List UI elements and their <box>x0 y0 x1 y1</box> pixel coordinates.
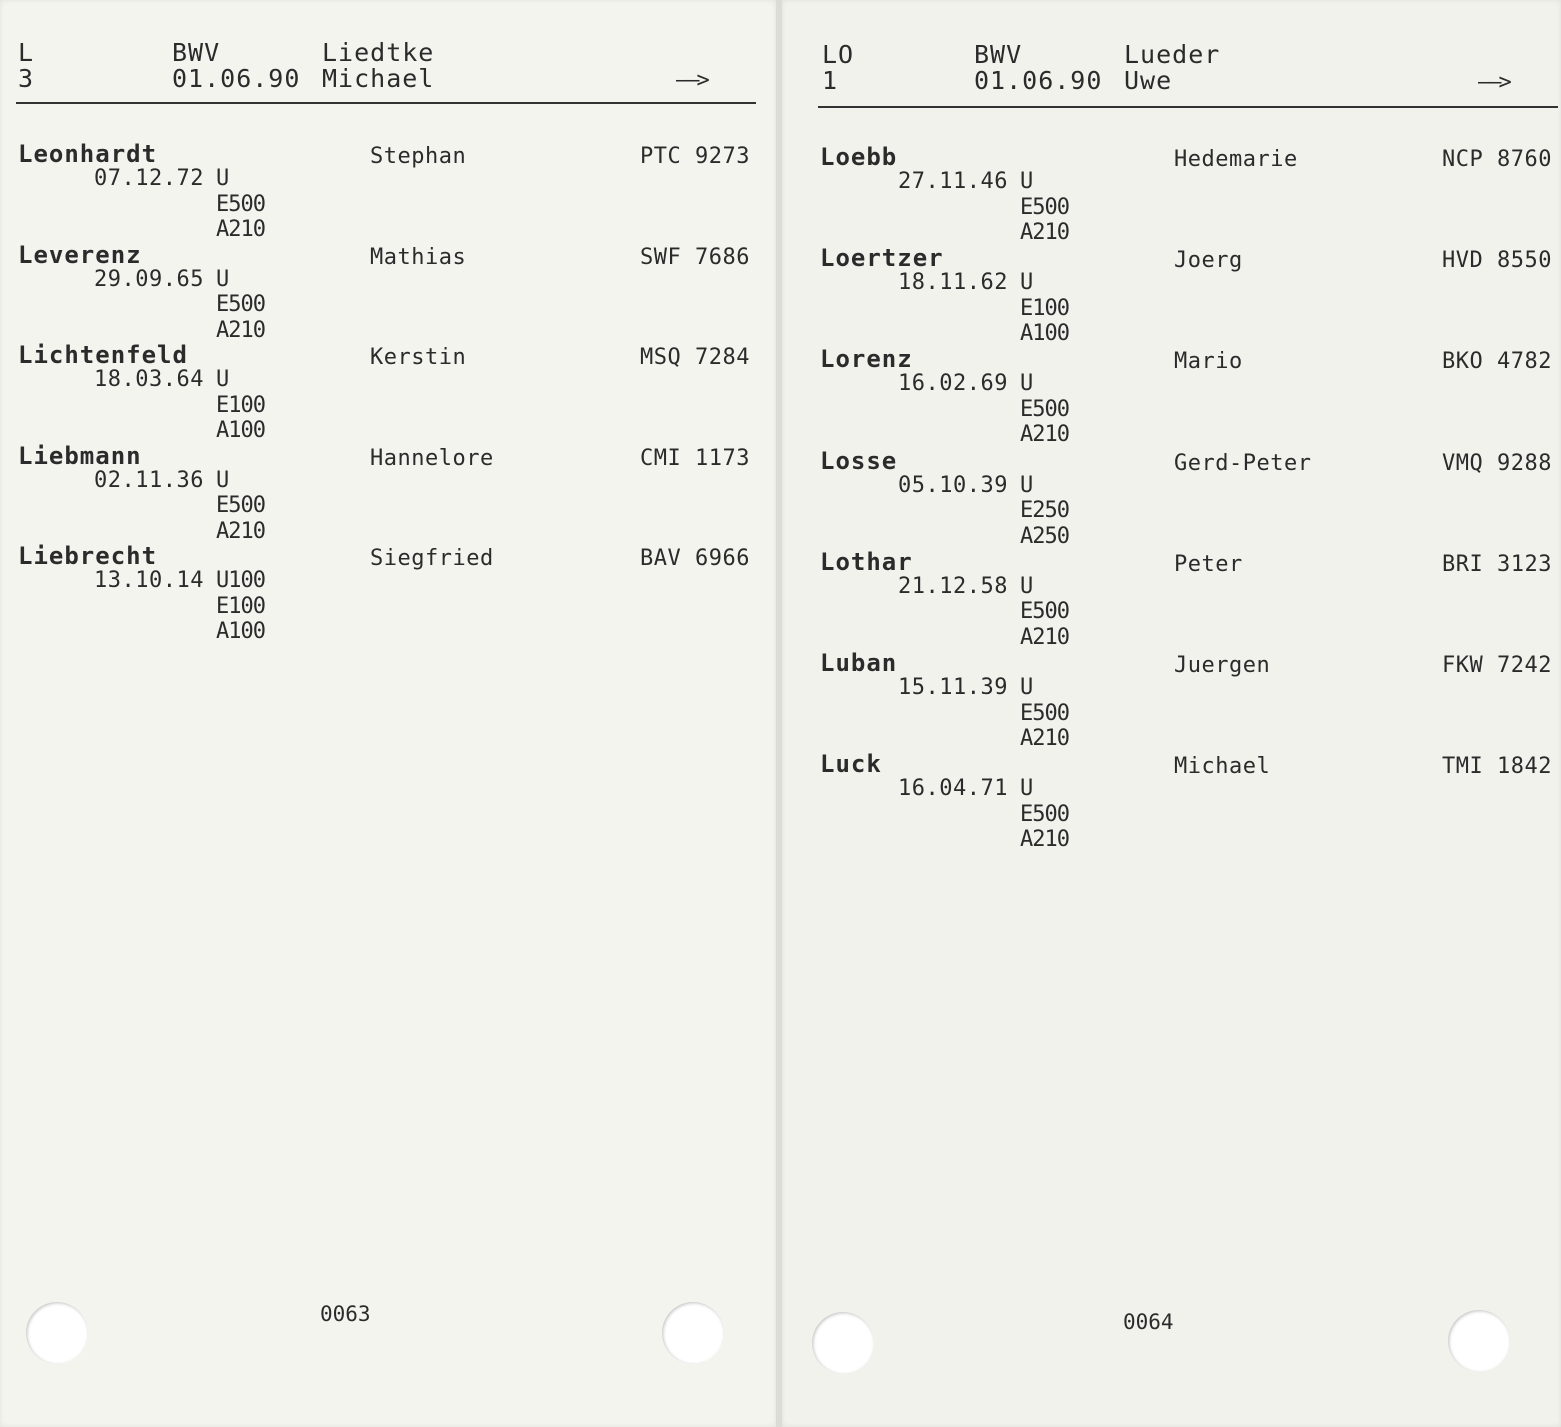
entry-surname: Lorenz <box>820 345 913 374</box>
list-item <box>820 750 1561 852</box>
entry-code: A210 <box>216 217 265 242</box>
entry-birthdate: 16.02.69 <box>898 371 1008 397</box>
entry-birthdate: 18.11.62 <box>898 270 1008 296</box>
header-divider <box>16 102 756 104</box>
entry-birthdate: 29.09.65 <box>94 266 204 292</box>
entry-firstname: Peter <box>1174 551 1243 577</box>
entry-firstname: Gerd-Peter <box>1174 450 1312 476</box>
entry-birthdate: 27.11.46 <box>898 169 1008 194</box>
entry-identifier: TMI 1842 <box>1442 754 1552 780</box>
list-item <box>820 244 1561 346</box>
entry-firstname: Hedemarie <box>1174 147 1298 172</box>
entry-code: E100 <box>216 392 265 418</box>
entry-firstname: Siegfried <box>370 546 494 571</box>
list-item <box>820 143 1561 245</box>
entry-identifier: BKO 4782 <box>1442 349 1552 375</box>
entry-birthdate: 16.04.71 <box>898 776 1008 802</box>
entry-birthdate: 15.11.39 <box>898 675 1008 700</box>
entry-identifier: VMQ 9288 <box>1442 450 1552 476</box>
continue-arrow: ——> <box>1478 70 1509 95</box>
entry-firstname: Stephan <box>370 144 467 169</box>
entry-code: A100 <box>1020 321 1069 347</box>
entry-surname: Losse <box>820 446 898 475</box>
entry-identifier: FKW 7242 <box>1442 653 1552 678</box>
index-card-left <box>0 0 776 1427</box>
entry-identifier: SWF 7686 <box>640 244 750 270</box>
page-number: 0063 <box>320 1302 371 1326</box>
list-item <box>18 442 778 544</box>
entry-identifier: BRI 3123 <box>1442 551 1552 577</box>
header-surname: Lueder <box>1124 40 1221 69</box>
entry-birthdate: 02.11.36 <box>94 467 204 493</box>
entry-firstname: Joerg <box>1174 248 1243 274</box>
entry-code: U <box>1020 169 1033 194</box>
entry-code: U <box>1020 270 1033 296</box>
entry-identifier: BAV 6966 <box>640 546 750 571</box>
entry-code: U <box>1020 675 1033 700</box>
entry-code: U <box>216 266 229 292</box>
entry-code: A210 <box>1020 220 1069 245</box>
entry-identifier: PTC 9273 <box>640 144 750 169</box>
entry-birthdate: 21.12.58 <box>898 573 1008 599</box>
entry-code: U <box>216 166 229 191</box>
entry-identifier: HVD 8550 <box>1442 248 1552 274</box>
entry-identifier: NCP 8760 <box>1442 147 1552 172</box>
header-code-number: 3 <box>18 64 35 93</box>
entry-firstname: Hannelore <box>370 445 494 471</box>
punch-hole <box>812 1312 874 1374</box>
entry-code: E100 <box>216 593 265 619</box>
entry-identifier: MSQ 7284 <box>640 345 750 370</box>
entry-code: U <box>1020 776 1033 802</box>
entry-code: A100 <box>216 418 265 443</box>
list-item <box>820 447 1561 549</box>
entry-birthdate: 18.03.64 <box>94 367 204 392</box>
header-code-letter: L <box>18 38 35 67</box>
entry-surname: Luck <box>820 750 882 779</box>
entry-code: A210 <box>216 518 265 544</box>
entry-code: U <box>216 367 229 392</box>
entry-code: U <box>1020 371 1033 397</box>
list-item <box>820 649 1561 751</box>
entry-code: U <box>1020 472 1033 498</box>
header-divider <box>818 106 1558 108</box>
entry-code: A210 <box>1020 726 1069 751</box>
header-surname: Liedtke <box>322 38 435 67</box>
entry-surname: Lichtenfeld <box>18 341 188 369</box>
entry-surname: Leverenz <box>18 240 142 269</box>
entry-code: A210 <box>1020 422 1069 448</box>
entry-firstname: Juergen <box>1174 653 1271 678</box>
list-item <box>18 542 778 644</box>
header-date: 01.06.90 <box>974 66 1103 95</box>
entry-code: E250 <box>1020 498 1069 524</box>
entry-surname: Loertzer <box>820 244 944 273</box>
index-card-right <box>782 0 1561 1427</box>
list-item <box>18 140 778 242</box>
entry-surname: Liebrecht <box>18 542 158 570</box>
list-item <box>820 548 1561 650</box>
page-number: 0064 <box>1123 1310 1174 1334</box>
entry-birthdate: 07.12.72 <box>94 166 204 191</box>
entry-code: E500 <box>1020 599 1069 625</box>
entry-surname: Lothar <box>820 547 913 576</box>
entry-birthdate: 05.10.39 <box>898 472 1008 498</box>
entry-birthdate: 13.10.14 <box>94 568 204 593</box>
entry-code: U <box>216 467 229 493</box>
entry-surname: Loebb <box>820 143 898 171</box>
continue-arrow: ——> <box>676 68 707 93</box>
entry-code: A210 <box>1020 624 1069 650</box>
header-date: 01.06.90 <box>172 64 301 93</box>
entry-code: E100 <box>1020 295 1069 321</box>
entry-code: E500 <box>1020 194 1069 220</box>
entry-firstname: Mathias <box>370 244 467 270</box>
entry-code: E500 <box>216 292 265 317</box>
entry-code: E500 <box>216 191 265 217</box>
list-item <box>18 241 778 343</box>
entry-code: E500 <box>216 493 265 518</box>
entry-code: E500 <box>1020 801 1069 827</box>
entry-code: A210 <box>216 317 265 343</box>
entry-surname: Leonhardt <box>18 140 158 168</box>
entry-surname: Liebmann <box>18 441 142 470</box>
entry-code: A100 <box>216 619 265 644</box>
entry-code: U100 <box>216 568 265 593</box>
header-code-letter: LO <box>822 40 855 69</box>
entry-firstname: Kerstin <box>370 345 467 370</box>
entry-surname: Luban <box>820 649 898 677</box>
entry-firstname: Michael <box>1174 754 1271 780</box>
header-tag: BWV <box>172 38 221 67</box>
entry-code: U <box>1020 573 1033 599</box>
entry-code: A210 <box>1020 827 1069 853</box>
header-tag: BWV <box>974 40 1023 69</box>
header-code-number: 1 <box>822 66 839 95</box>
entry-identifier: CMI 1173 <box>640 445 750 471</box>
header-firstname: Michael <box>322 64 435 93</box>
punch-hole <box>26 1302 88 1364</box>
entry-firstname: Mario <box>1174 349 1243 375</box>
header-firstname: Uwe <box>1124 66 1173 95</box>
entry-code: E500 <box>1020 396 1069 422</box>
punch-hole <box>1448 1310 1510 1372</box>
punch-hole <box>662 1302 724 1364</box>
entry-code: E500 <box>1020 700 1069 726</box>
list-item <box>18 341 778 443</box>
list-item <box>820 345 1561 447</box>
entry-code: A250 <box>1020 523 1069 549</box>
